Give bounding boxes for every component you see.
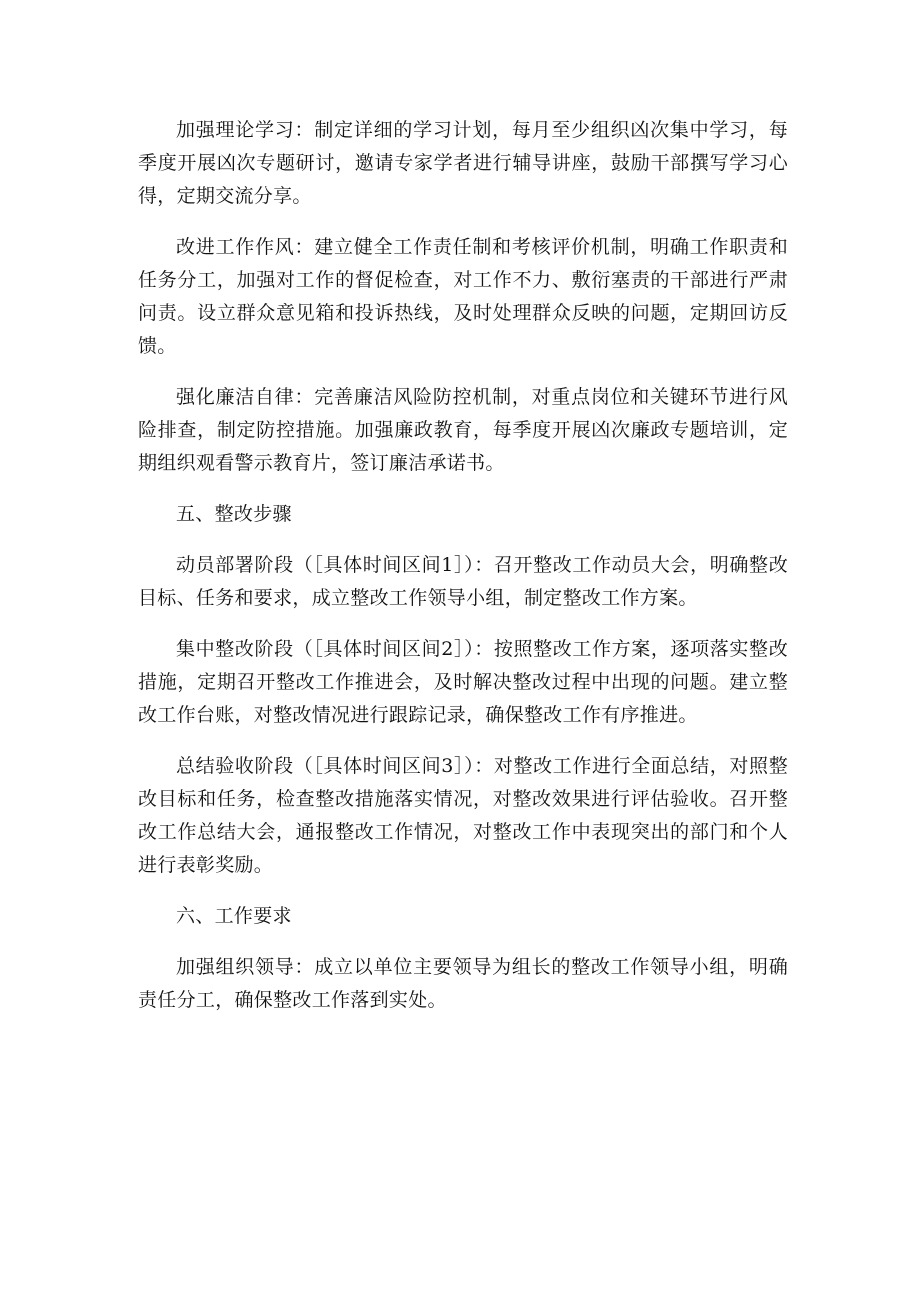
paragraph-theory-study: 加强理论学习：制定详细的学习计划，每月至少组织凶次集中学习，每季度开展凶次专题研讨，邀请专家学者进行辅导讲座，鼓励干部撰写学习心得，定期交流分享。 bbox=[138, 119, 788, 207]
paragraph-work-style: 改进工作作风：建立健全工作责任制和考核评价机制，明确工作职责和任务分工，加强对工作的督促检查，对工作不力、敷衍塞责的干部进行严肃问责。设立群众意见箱和投诉热线，及时处理群众反映的问题，定期回访反馈。 bbox=[138, 236, 788, 357]
section-heading-rectification-steps: 五、整改步骤 bbox=[176, 503, 292, 525]
paragraph-mobilization-stage: 动员部署阶段（［具体时间区间1］）：召开整改工作动员大会，明确整改目标、任务和要求，成立整改工作领导小组，制定整改工作方案。 bbox=[138, 554, 788, 609]
section-heading-work-requirements: 六、工作要求 bbox=[176, 905, 292, 927]
paragraph-concentrated-stage: 集中整改阶段（［具体时间区间2］）：按照整改工作方案，逐项落实整改措施，定期召开整改工作推进会，及时解决整改过程中出现的问题。建立整改工作台账，对整改情况进行跟踪记录，确保整改工作有序推进。 bbox=[138, 638, 788, 726]
paragraph-integrity: 强化廉洁自律：完善廉洁风险防控机制，对重点岗位和关键环节进行风险排查，制定防控措施。加强廉政教育，每季度开展凶次廉政专题培训，定期组织观看警示教育片，签订廉洁承诺书。 bbox=[138, 386, 788, 474]
document-body bbox=[138, 114, 788, 1035]
paragraph-summary-stage: 总结验收阶段（［具体时间区间3］）：对整改工作进行全面总结，对照整改目标和任务，检查整改措施落实情况，对整改效果进行评估验收。召开整改工作总结大会，通报整改工作情况，对整改工作中表现突出的部门和个人进行表彰奖励。 bbox=[138, 755, 788, 876]
paragraph-organizational-leadership: 加强组织领导：成立以单位主要领导为组长的整改工作领导小组，明确责任分工，确保整改工作落到实处。 bbox=[138, 956, 788, 1011]
